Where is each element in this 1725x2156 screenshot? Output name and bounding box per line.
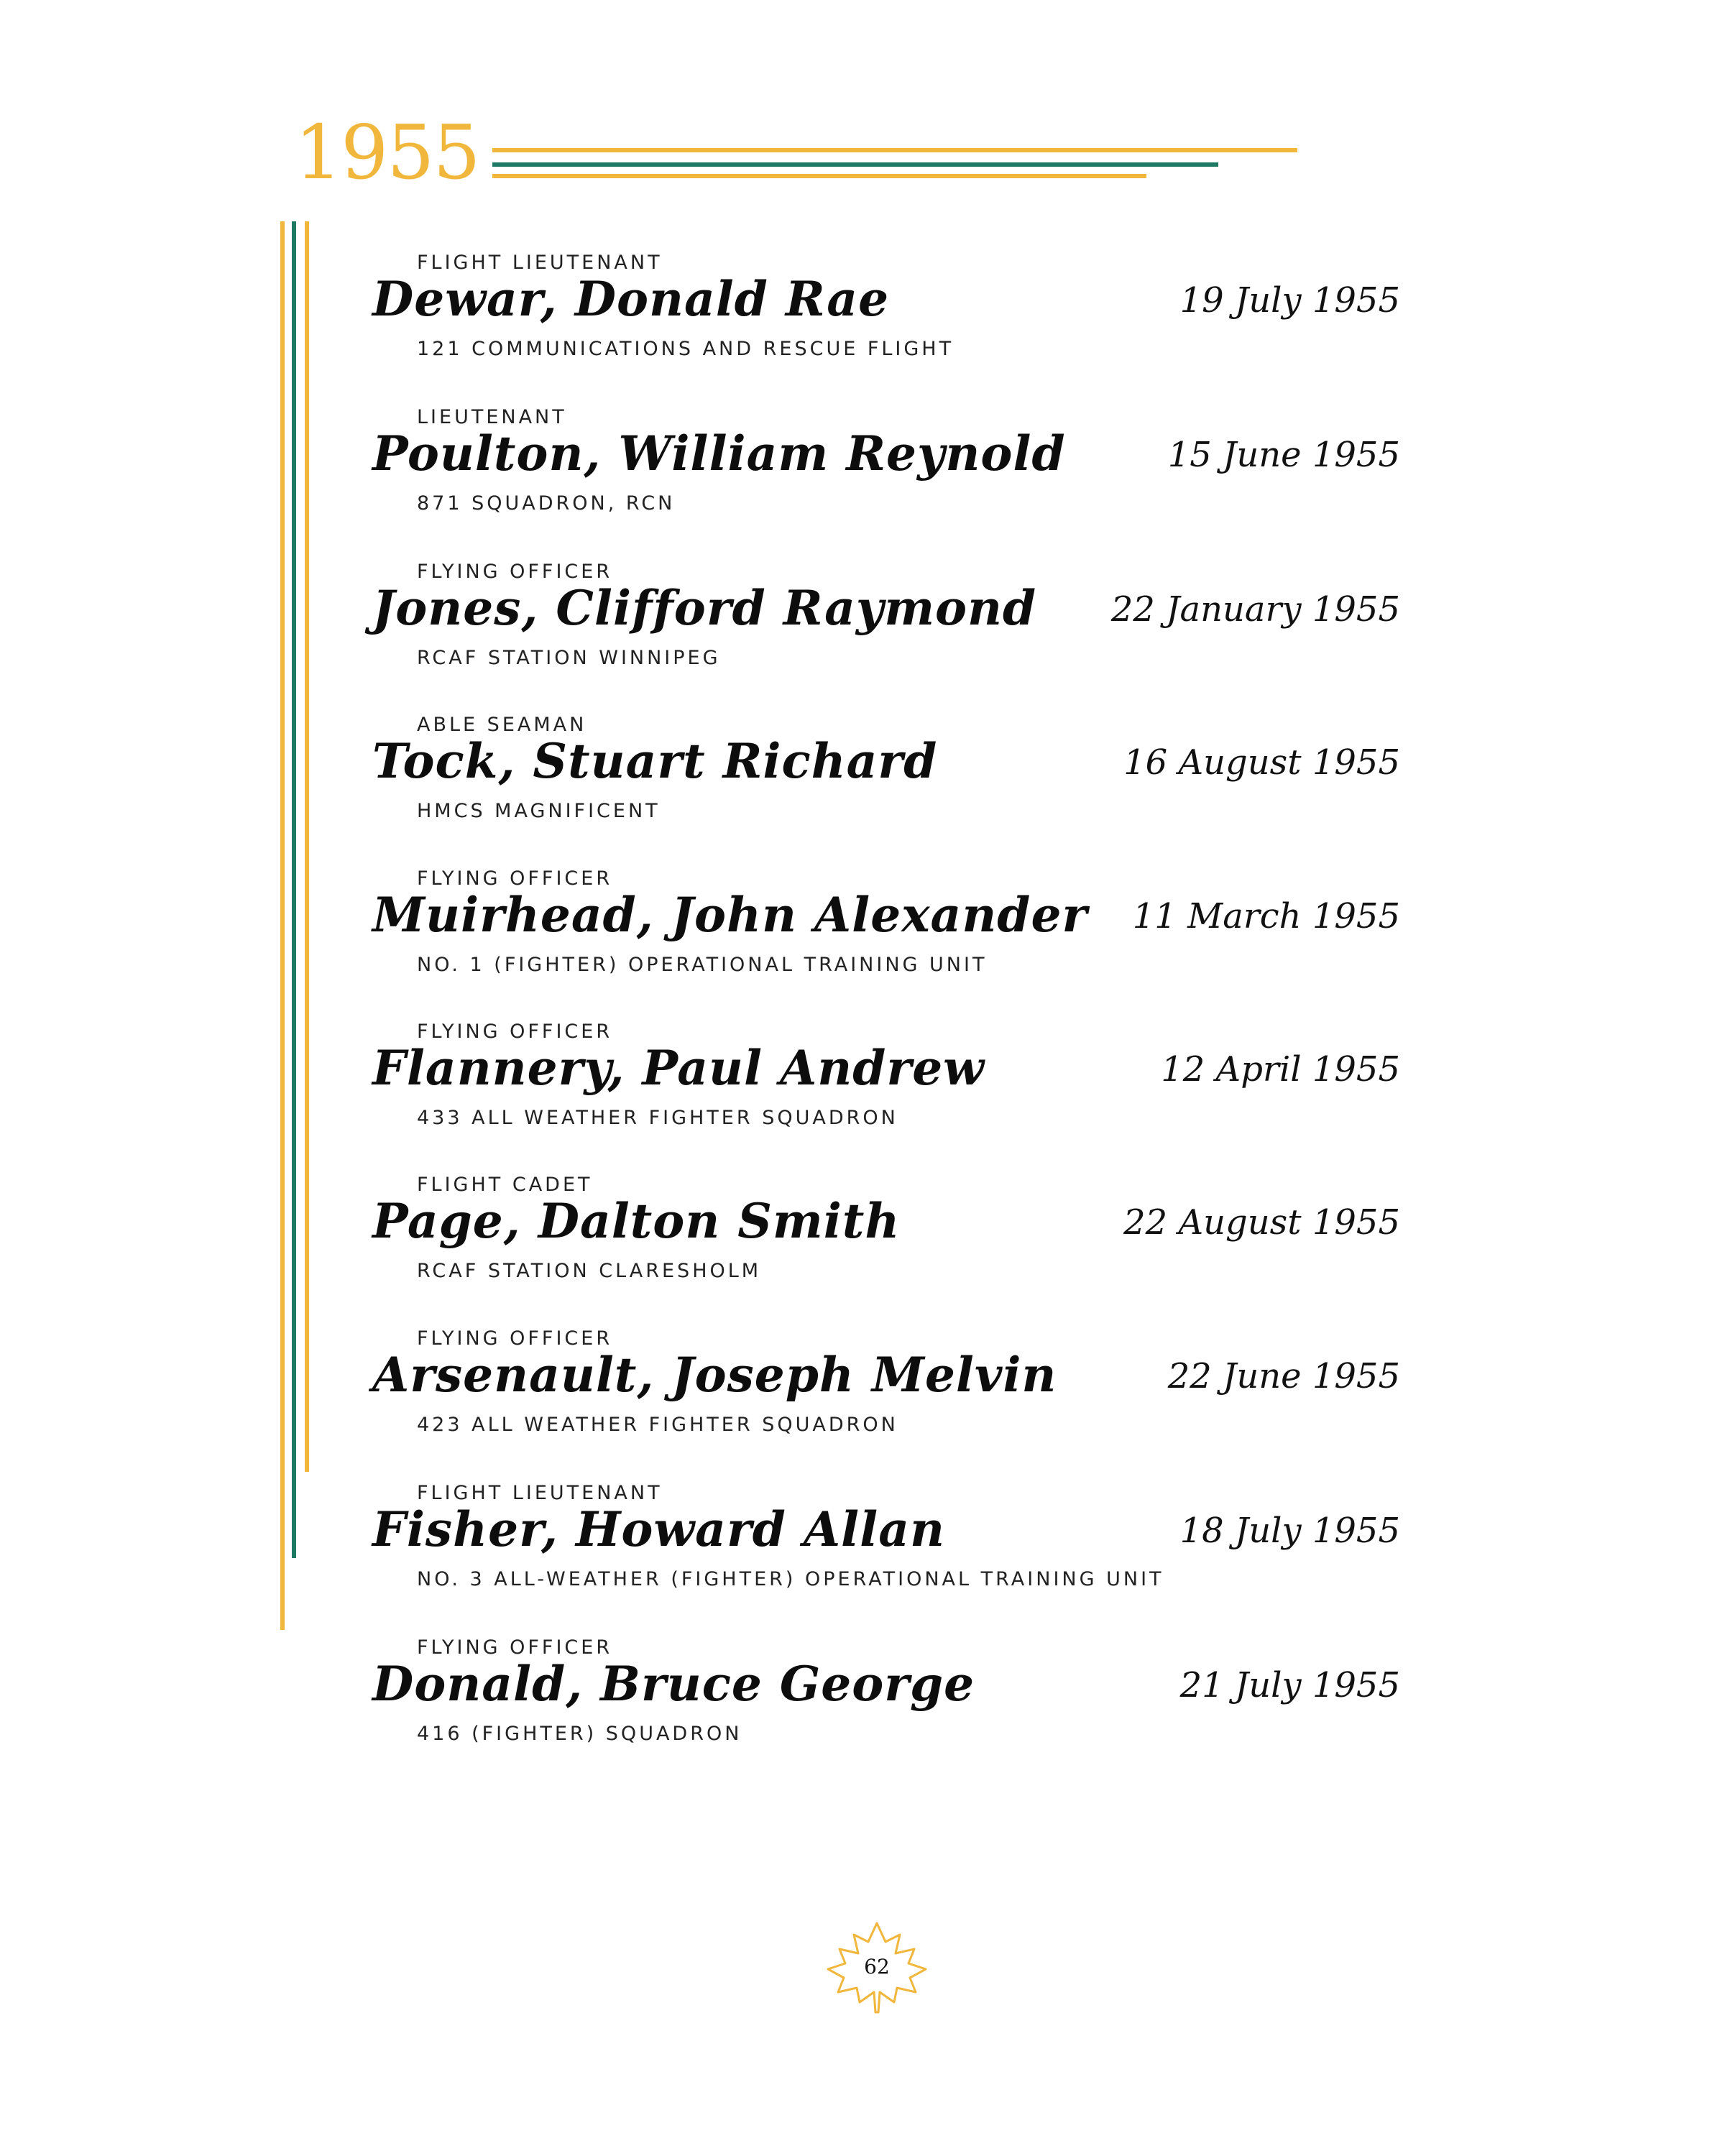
entry-date: 22 June 1955 (1167, 1356, 1400, 1396)
entry-unit: NO. 1 (FIGHTER) OPERATIONAL TRAINING UNIT (417, 954, 988, 976)
list-item (372, 867, 1400, 990)
entry-rank: FLYING OFFICER (417, 1327, 613, 1350)
entry-name: Poulton, William Reynold (372, 425, 1066, 482)
entry-name: Jones, Clifford Raymond (372, 580, 1037, 636)
entry-date: 22 January 1955 (1110, 589, 1400, 630)
entry-date: 16 August 1955 (1123, 742, 1400, 783)
entry-rank: FLIGHT LIEUTENANT (417, 1482, 663, 1504)
list-item (372, 1636, 1400, 1759)
list-item (372, 561, 1400, 683)
entry-unit: HMCS MAGNIFICENT (417, 800, 661, 822)
list-item (372, 252, 1400, 374)
list-item (372, 1174, 1400, 1296)
year-heading: 1955 (295, 109, 479, 196)
entry-date: 19 July 1955 (1179, 280, 1400, 321)
entry-unit: NO. 3 ALL-WEATHER (FIGHTER) OPERATIONAL TRAINING UNIT (417, 1568, 1164, 1590)
list-item (372, 714, 1400, 836)
entry-name: Donald, Bruce George (372, 1656, 975, 1712)
entry-rank: FLYING OFFICER (417, 561, 613, 583)
entry-unit: RCAF STATION CLARESHOLM (417, 1260, 762, 1282)
entry-unit: 871 SQUADRON, RCN (417, 492, 676, 515)
entry-date: 22 August 1955 (1123, 1202, 1400, 1243)
entry-unit: 416 (FIGHTER) SQUADRON (417, 1723, 742, 1745)
entry-name: Muirhead, John Alexander (372, 887, 1088, 943)
entry-name: Fisher, Howard Allan (372, 1501, 945, 1557)
entry-rank: FLYING OFFICER (417, 1636, 613, 1659)
entry-name: Flannery, Paul Andrew (372, 1040, 985, 1096)
page-number-folio (819, 1917, 934, 2018)
entry-unit: 121 COMMUNICATIONS AND RESCUE FLIGHT (417, 338, 954, 360)
page-number: 62 (864, 1955, 890, 1978)
list-item (372, 1482, 1400, 1604)
entry-rank: ABLE SEAMAN (417, 714, 587, 736)
entry-unit: 423 ALL WEATHER FIGHTER SQUADRON (417, 1414, 898, 1436)
entry-date: 12 April 1955 (1161, 1049, 1400, 1089)
entry-rank: LIEUTENANT (417, 406, 567, 428)
entry-name: Dewar, Donald Rae (372, 271, 890, 327)
entry-unit: RCAF STATION WINNIPEG (417, 647, 721, 669)
list-item (372, 1327, 1400, 1450)
entry-rank: FLIGHT CADET (417, 1174, 593, 1196)
entry-date: 15 June 1955 (1167, 435, 1400, 475)
list-item (372, 1021, 1400, 1143)
entry-unit: 433 ALL WEATHER FIGHTER SQUADRON (417, 1107, 898, 1129)
entry-name: Tock, Stuart Richard (372, 733, 938, 789)
entry-name: Page, Dalton Smith (372, 1193, 901, 1249)
entry-rank: FLYING OFFICER (417, 1021, 613, 1043)
entry-date: 18 July 1955 (1179, 1511, 1400, 1551)
entry-date: 21 July 1955 (1179, 1665, 1400, 1705)
entry-rank: FLIGHT LIEUTENANT (417, 252, 663, 274)
entry-date: 11 March 1955 (1132, 896, 1400, 936)
entry-rank: FLYING OFFICER (417, 867, 613, 890)
list-item (372, 406, 1400, 528)
entry-name: Arsenault, Joseph Melvin (372, 1347, 1057, 1403)
